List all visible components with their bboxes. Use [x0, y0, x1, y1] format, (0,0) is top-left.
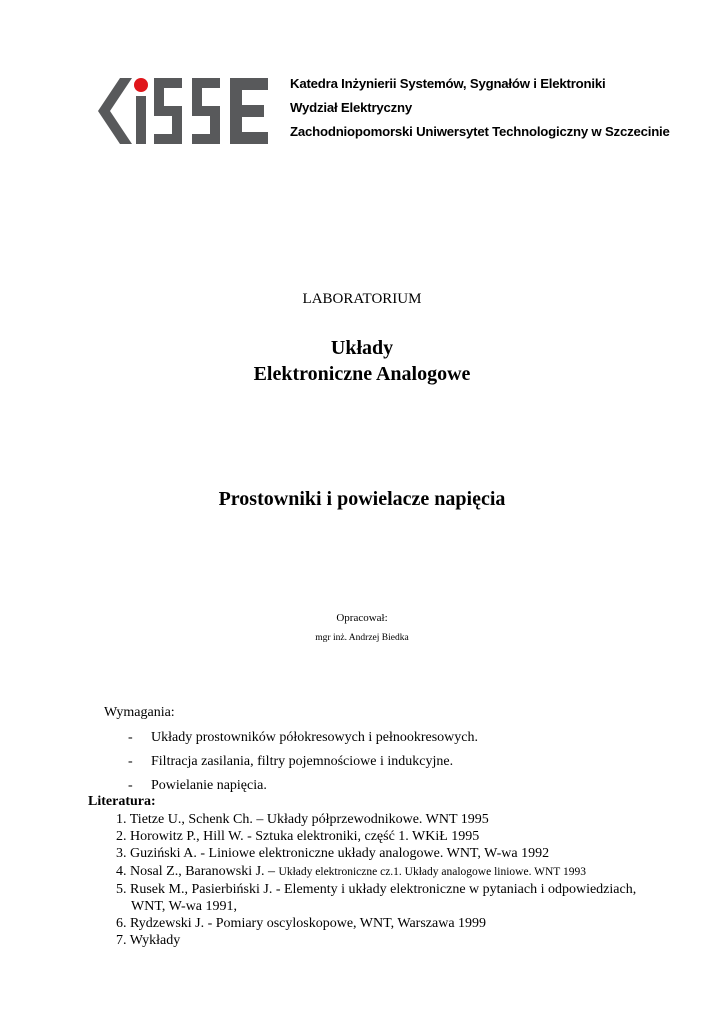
list-item [116, 863, 636, 881]
subject-line-1: Układy [330, 337, 394, 359]
list-item [128, 753, 478, 777]
topic-title: Prostowniki i powielacze napięcia [218, 488, 506, 510]
requirements-title: Wymagania: [104, 705, 175, 720]
reference-text: WNT, W-wa 1991, [131, 899, 238, 915]
subject-line-2: Elektroniczne Analogowe [253, 363, 471, 385]
literature-title: Literatura: [88, 794, 156, 809]
requirements-list [128, 729, 478, 801]
reference-text: 2. Horowitz P., Hill W. - Sztuka elektroniki, część 1. WKiŁ 1995 [116, 829, 480, 845]
bullet-dash: - [128, 754, 133, 769]
list-item [116, 881, 636, 898]
list-item [116, 828, 636, 845]
list-item [116, 932, 636, 949]
header [96, 72, 696, 152]
reference-text: 4. Nosal Z., Baranowski J. – [116, 863, 279, 879]
institution-block [290, 72, 670, 144]
list-item [128, 729, 478, 753]
list-item [116, 811, 636, 828]
reference-text: 6. Rydzewski J. - Pomiary oscyloskopowe, WNT, Warszawa 1999 [116, 916, 487, 932]
reference-text: 7. Wykłady [116, 933, 181, 949]
requirement-text: Układy prostowników półokresowych i pełnookresowych. [151, 730, 479, 745]
reference-text: 3. Guziński A. - Liniowe elektroniczne układy analogowe. WNT, W-wa 1992 [116, 846, 550, 862]
author-name: mgr inż. Andrzej Biedka [315, 633, 409, 643]
list-item [116, 915, 636, 932]
author-label: Opracował: [336, 612, 388, 624]
department-name: Katedra Inżynierii Systemów, Sygnałów i Elektroniki [290, 76, 606, 91]
university-name: Zachodniopomorski Uniwersytet Technologiczny w Szczecinie [290, 124, 670, 139]
list-item [128, 777, 478, 801]
lab-label: LABORATORIUM [302, 291, 422, 307]
reference-text: 5. Rusek M., Pasierbiński J. - Elementy i układy elektroniczne w pytaniach i odpowiedziach, [116, 881, 637, 897]
bullet-dash: - [128, 730, 133, 745]
list-item-continuation [116, 898, 636, 915]
literature-list [116, 811, 636, 950]
list-item [116, 845, 636, 862]
reference-text: 1. Tietze U., Schenk Ch. – Układy półprzewodnikowe. WNT 1995 [116, 812, 489, 827]
requirement-text: Filtracja zasilania, filtry pojemnościowe i indukcyjne. [151, 754, 454, 769]
faculty-name: Wydział Elektryczny [290, 100, 413, 115]
bullet-dash: - [128, 778, 133, 793]
kisse-logo [96, 76, 272, 146]
reference-text-small: Układy elektroniczne cz.1. Układy analogowe liniowe. WNT 1993 [278, 865, 586, 878]
requirement-text: Powielanie napięcia. [151, 778, 267, 793]
